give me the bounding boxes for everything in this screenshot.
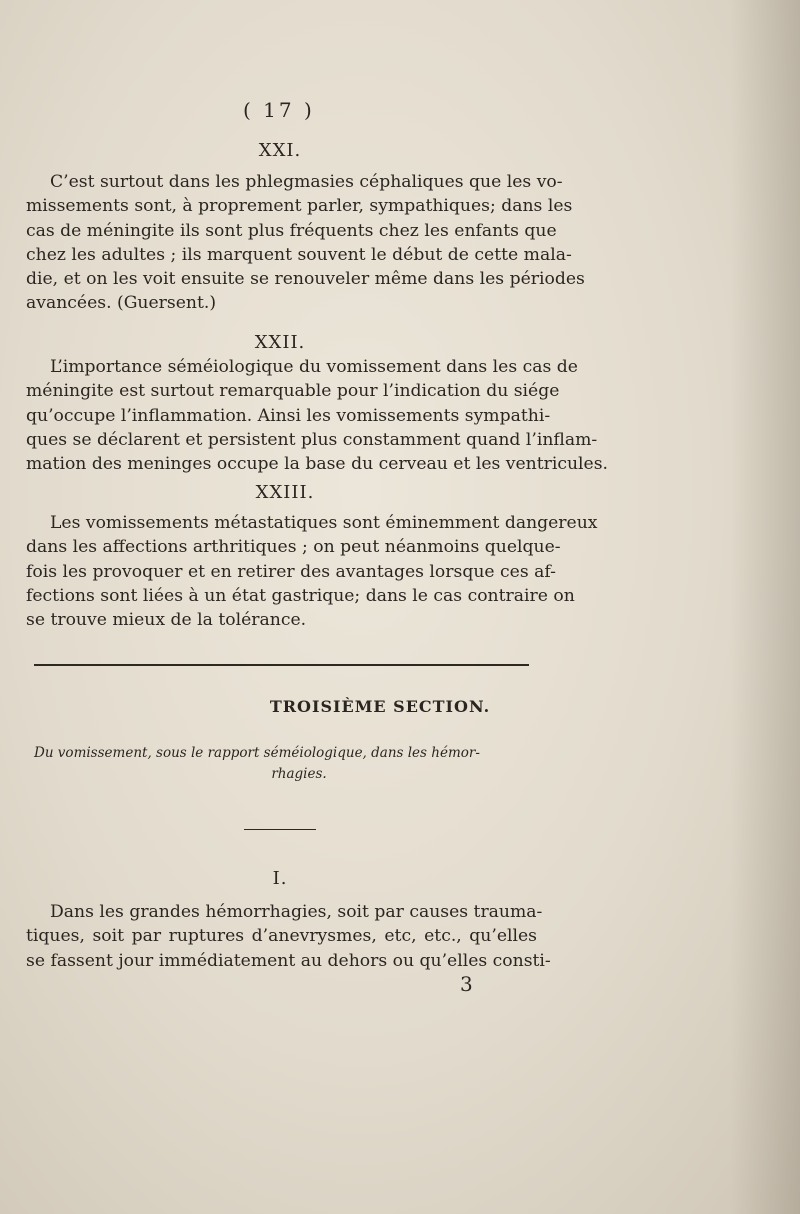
text-line: L’importance séméiologique du vomissement dans les cas de (50, 357, 578, 377)
section-subtitle (34, 743, 534, 785)
text-line: tiques, soit par ruptures d’anevrysmes, etc, etc., qu’elles (26, 926, 537, 947)
text-line: C’est surtout dans les phlegmasies céphaliques que les vo- (50, 172, 563, 192)
text-line: missements sont, à proprement parler, sympathiques; dans les (26, 196, 573, 217)
text-line: mation des meninges occupe la base du cerveau et les ventricules. (26, 454, 608, 475)
page-edge-shadow (730, 0, 800, 1214)
text-line: fections sont liées à un état gastrique; dans le cas contraire on (26, 585, 575, 606)
text-line: cas de méningite ils sont plus fréquents chez les enfants que (26, 220, 557, 241)
text-line: avancées. (Guersent.) (26, 293, 217, 314)
text-line: dans les affections arthritiques ; on peut néanmoins quelque- (26, 537, 561, 558)
text-line: se trouve mieux de la tolérance. (26, 610, 307, 631)
section-divider-rule (34, 664, 529, 666)
paragraph-i (26, 900, 551, 973)
heading-xxiii: XXIII. (255, 482, 315, 503)
heading-xxi: XXI. (258, 140, 302, 161)
text-line: chez les adultes ; ils marquent souvent le début de cette mala- (26, 244, 572, 265)
text-line: Les vomissements métastatiques sont éminemment dangereux (50, 513, 598, 533)
text-line: qu’occupe l’inflammation. Ainsi les vomissements sympathi- (26, 405, 551, 426)
text-line: se fassent jour immédiatement au dehors ou qu’elles consti- (26, 950, 551, 971)
text-line: fois les provoquer et en retirer des avantages lorsque ces af- (26, 561, 556, 582)
paragraph-xxiii (26, 511, 598, 632)
text-line: die, et on les voit ensuite se renouveler même dans les périodes (26, 269, 585, 290)
page-number: ( 17 ) (243, 98, 315, 122)
text-line: méningite est surtout remarquable pour l’indication du siége (26, 381, 560, 402)
section-title: TROISIÈME SECTION. (269, 697, 491, 716)
short-divider-rule (244, 829, 316, 830)
heading-xxii: XXII. (254, 332, 306, 353)
text-line: ques se déclarent et persistent plus constamment quand l’inflam- (26, 429, 598, 450)
subtitle-line: rhagies. (271, 766, 327, 782)
subtitle-line: Du vomissement, sous le rapport séméiologique, dans les hémor- (34, 745, 480, 761)
text-line: Dans les grandes hémorrhagies, soit par causes trauma- (50, 902, 543, 922)
signature-mark: 3 (460, 972, 473, 996)
paragraph-xxi (26, 170, 585, 316)
heading-i: I. (272, 868, 288, 889)
paragraph-xxii (26, 355, 608, 476)
